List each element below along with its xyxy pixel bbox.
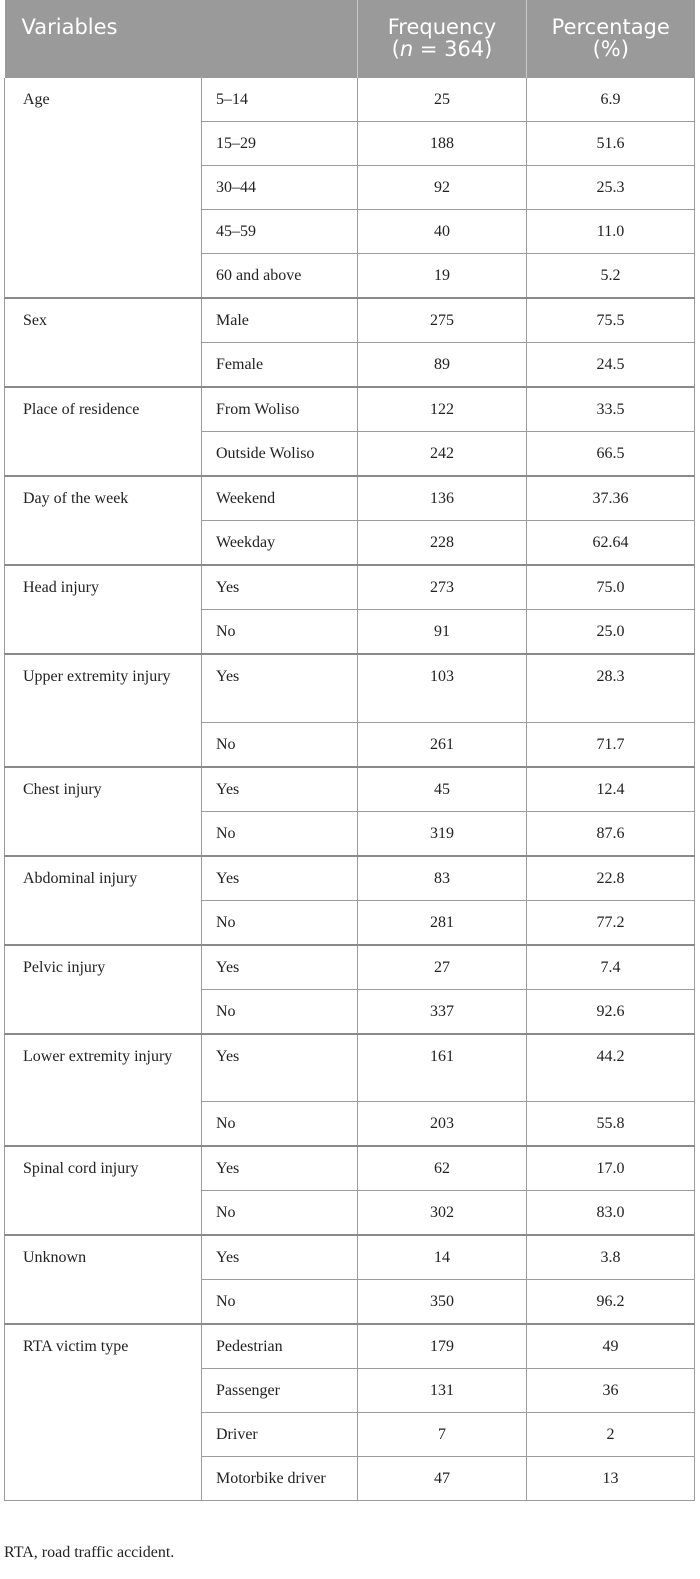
category-cell: No <box>202 722 358 767</box>
frequency-cell: 275 <box>358 298 527 343</box>
frequency-cell: 203 <box>358 1102 527 1147</box>
table-row <box>5 654 695 722</box>
category-cell: 30–44 <box>202 166 358 210</box>
frequency-cell: 242 <box>358 432 527 477</box>
percentage-cell: 25.3 <box>527 166 695 210</box>
percentage-cell: 2 <box>527 1413 695 1457</box>
category-cell: Yes <box>202 767 358 812</box>
percentage-cell: 17.0 <box>527 1146 695 1191</box>
percentage-cell: 37.36 <box>527 476 695 521</box>
category-cell: Yes <box>202 945 358 990</box>
category-cell: Motorbike driver <box>202 1457 358 1501</box>
category-cell: From Woliso <box>202 387 358 432</box>
frequency-cell: 302 <box>358 1191 527 1236</box>
percentage-cell: 77.2 <box>527 900 695 945</box>
table-row <box>5 1324 695 1369</box>
category-cell: Outside Woliso <box>202 432 358 477</box>
category-cell: 5–14 <box>202 78 358 122</box>
percentage-cell: 6.9 <box>527 78 695 122</box>
variable-cell: Day of the week <box>5 476 202 565</box>
percentage-cell: 7.4 <box>527 945 695 990</box>
variable-cell: Head injury <box>5 565 202 654</box>
category-cell: Yes <box>202 1034 358 1102</box>
percentage-cell: 24.5 <box>527 343 695 388</box>
category-cell: Passenger <box>202 1369 358 1413</box>
table-row <box>5 856 695 901</box>
category-cell: 60 and above <box>202 254 358 299</box>
frequency-cell: 161 <box>358 1034 527 1102</box>
category-cell: 15–29 <box>202 122 358 166</box>
variable-cell: Unknown <box>5 1235 202 1324</box>
frequency-cell: 131 <box>358 1369 527 1413</box>
header-frequency-label: Frequency <box>387 15 497 39</box>
frequency-cell: 47 <box>358 1457 527 1501</box>
frequency-cell: 83 <box>358 856 527 901</box>
header-frequency-n: n <box>399 37 414 61</box>
percentage-cell: 36 <box>527 1369 695 1413</box>
frequency-cell: 14 <box>358 1235 527 1280</box>
frequency-cell: 27 <box>358 945 527 990</box>
category-cell: No <box>202 610 358 655</box>
frequency-cell: 62 <box>358 1146 527 1191</box>
table-row <box>5 78 695 122</box>
header-variables: Variables <box>5 0 358 78</box>
category-cell: Yes <box>202 856 358 901</box>
variable-cell: Chest injury <box>5 767 202 856</box>
percentage-cell: 92.6 <box>527 989 695 1034</box>
frequency-cell: 319 <box>358 811 527 856</box>
percentage-cell: 25.0 <box>527 610 695 655</box>
variable-cell: Pelvic injury <box>5 945 202 1034</box>
header-frequency: Frequency (n = 364) <box>358 0 527 78</box>
category-cell: Male <box>202 298 358 343</box>
category-cell: No <box>202 900 358 945</box>
frequency-cell: 89 <box>358 343 527 388</box>
table-row <box>5 1034 695 1102</box>
category-cell: Weekend <box>202 476 358 521</box>
category-cell: No <box>202 1191 358 1236</box>
percentage-cell: 66.5 <box>527 432 695 477</box>
frequency-cell: 337 <box>358 989 527 1034</box>
frequency-cell: 40 <box>358 210 527 254</box>
table-row <box>5 298 695 343</box>
variable-cell: Lower extremity injury <box>5 1034 202 1147</box>
percentage-cell: 11.0 <box>527 210 695 254</box>
table-header-row <box>5 0 695 78</box>
table-footnote: RTA, road traffic accident. <box>4 1544 175 1561</box>
percentage-cell: 75.5 <box>527 298 695 343</box>
variable-cell: Sex <box>5 298 202 387</box>
frequency-cell: 122 <box>358 387 527 432</box>
category-cell: Female <box>202 343 358 388</box>
header-percentage-unit: (%) <box>592 37 629 61</box>
frequency-cell: 91 <box>358 610 527 655</box>
frequency-cell: 25 <box>358 78 527 122</box>
variable-cell: Abdominal injury <box>5 856 202 945</box>
variable-cell: Place of residence <box>5 387 202 476</box>
variable-cell: RTA victim type <box>5 1324 202 1501</box>
frequency-cell: 136 <box>358 476 527 521</box>
frequency-cell: 19 <box>358 254 527 299</box>
frequency-cell: 273 <box>358 565 527 610</box>
variable-cell: Age <box>5 78 202 298</box>
frequency-cell: 103 <box>358 654 527 722</box>
percentage-cell: 87.6 <box>527 811 695 856</box>
percentage-cell: 12.4 <box>527 767 695 812</box>
frequency-cell: 261 <box>358 722 527 767</box>
category-cell: Pedestrian <box>202 1324 358 1369</box>
frequency-cell: 92 <box>358 166 527 210</box>
table-row <box>5 476 695 521</box>
table-row <box>5 387 695 432</box>
category-cell: Yes <box>202 1146 358 1191</box>
table-container <box>4 0 694 1501</box>
category-cell: Yes <box>202 565 358 610</box>
percentage-cell: 55.8 <box>527 1102 695 1147</box>
percentage-cell: 62.64 <box>527 521 695 566</box>
table-row <box>5 1235 695 1280</box>
table-row <box>5 1146 695 1191</box>
category-cell: Weekday <box>202 521 358 566</box>
frequency-cell: 350 <box>358 1280 527 1325</box>
variable-cell: Spinal cord injury <box>5 1146 202 1235</box>
frequency-cell: 281 <box>358 900 527 945</box>
percentage-cell: 51.6 <box>527 122 695 166</box>
frequency-cell: 188 <box>358 122 527 166</box>
percentage-cell: 28.3 <box>527 654 695 722</box>
category-cell: No <box>202 1280 358 1325</box>
category-cell: Yes <box>202 1235 358 1280</box>
table-row <box>5 565 695 610</box>
percentage-cell: 75.0 <box>527 565 695 610</box>
table-row <box>5 767 695 812</box>
header-percentage-label: Percentage <box>551 15 670 39</box>
percentage-cell: 49 <box>527 1324 695 1369</box>
percentage-cell: 44.2 <box>527 1034 695 1102</box>
frequency-cell: 228 <box>358 521 527 566</box>
category-cell: No <box>202 989 358 1034</box>
frequency-cell: 45 <box>358 767 527 812</box>
percentage-cell: 13 <box>527 1457 695 1501</box>
table-body <box>5 78 695 1501</box>
variable-cell: Upper extremity injury <box>5 654 202 767</box>
percentage-cell: 5.2 <box>527 254 695 299</box>
category-cell: No <box>202 811 358 856</box>
percentage-cell: 83.0 <box>527 1191 695 1236</box>
percentage-cell: 33.5 <box>527 387 695 432</box>
header-frequency-n-value: = 364) <box>413 37 493 61</box>
category-cell: Driver <box>202 1413 358 1457</box>
category-cell: No <box>202 1102 358 1147</box>
percentage-cell: 96.2 <box>527 1280 695 1325</box>
frequency-cell: 7 <box>358 1413 527 1457</box>
table-row <box>5 945 695 990</box>
data-table <box>4 0 695 1501</box>
percentage-cell: 3.8 <box>527 1235 695 1280</box>
frequency-cell: 179 <box>358 1324 527 1369</box>
category-cell: Yes <box>202 654 358 722</box>
percentage-cell: 71.7 <box>527 722 695 767</box>
header-percentage <box>527 0 695 78</box>
percentage-cell: 22.8 <box>527 856 695 901</box>
category-cell: 45–59 <box>202 210 358 254</box>
